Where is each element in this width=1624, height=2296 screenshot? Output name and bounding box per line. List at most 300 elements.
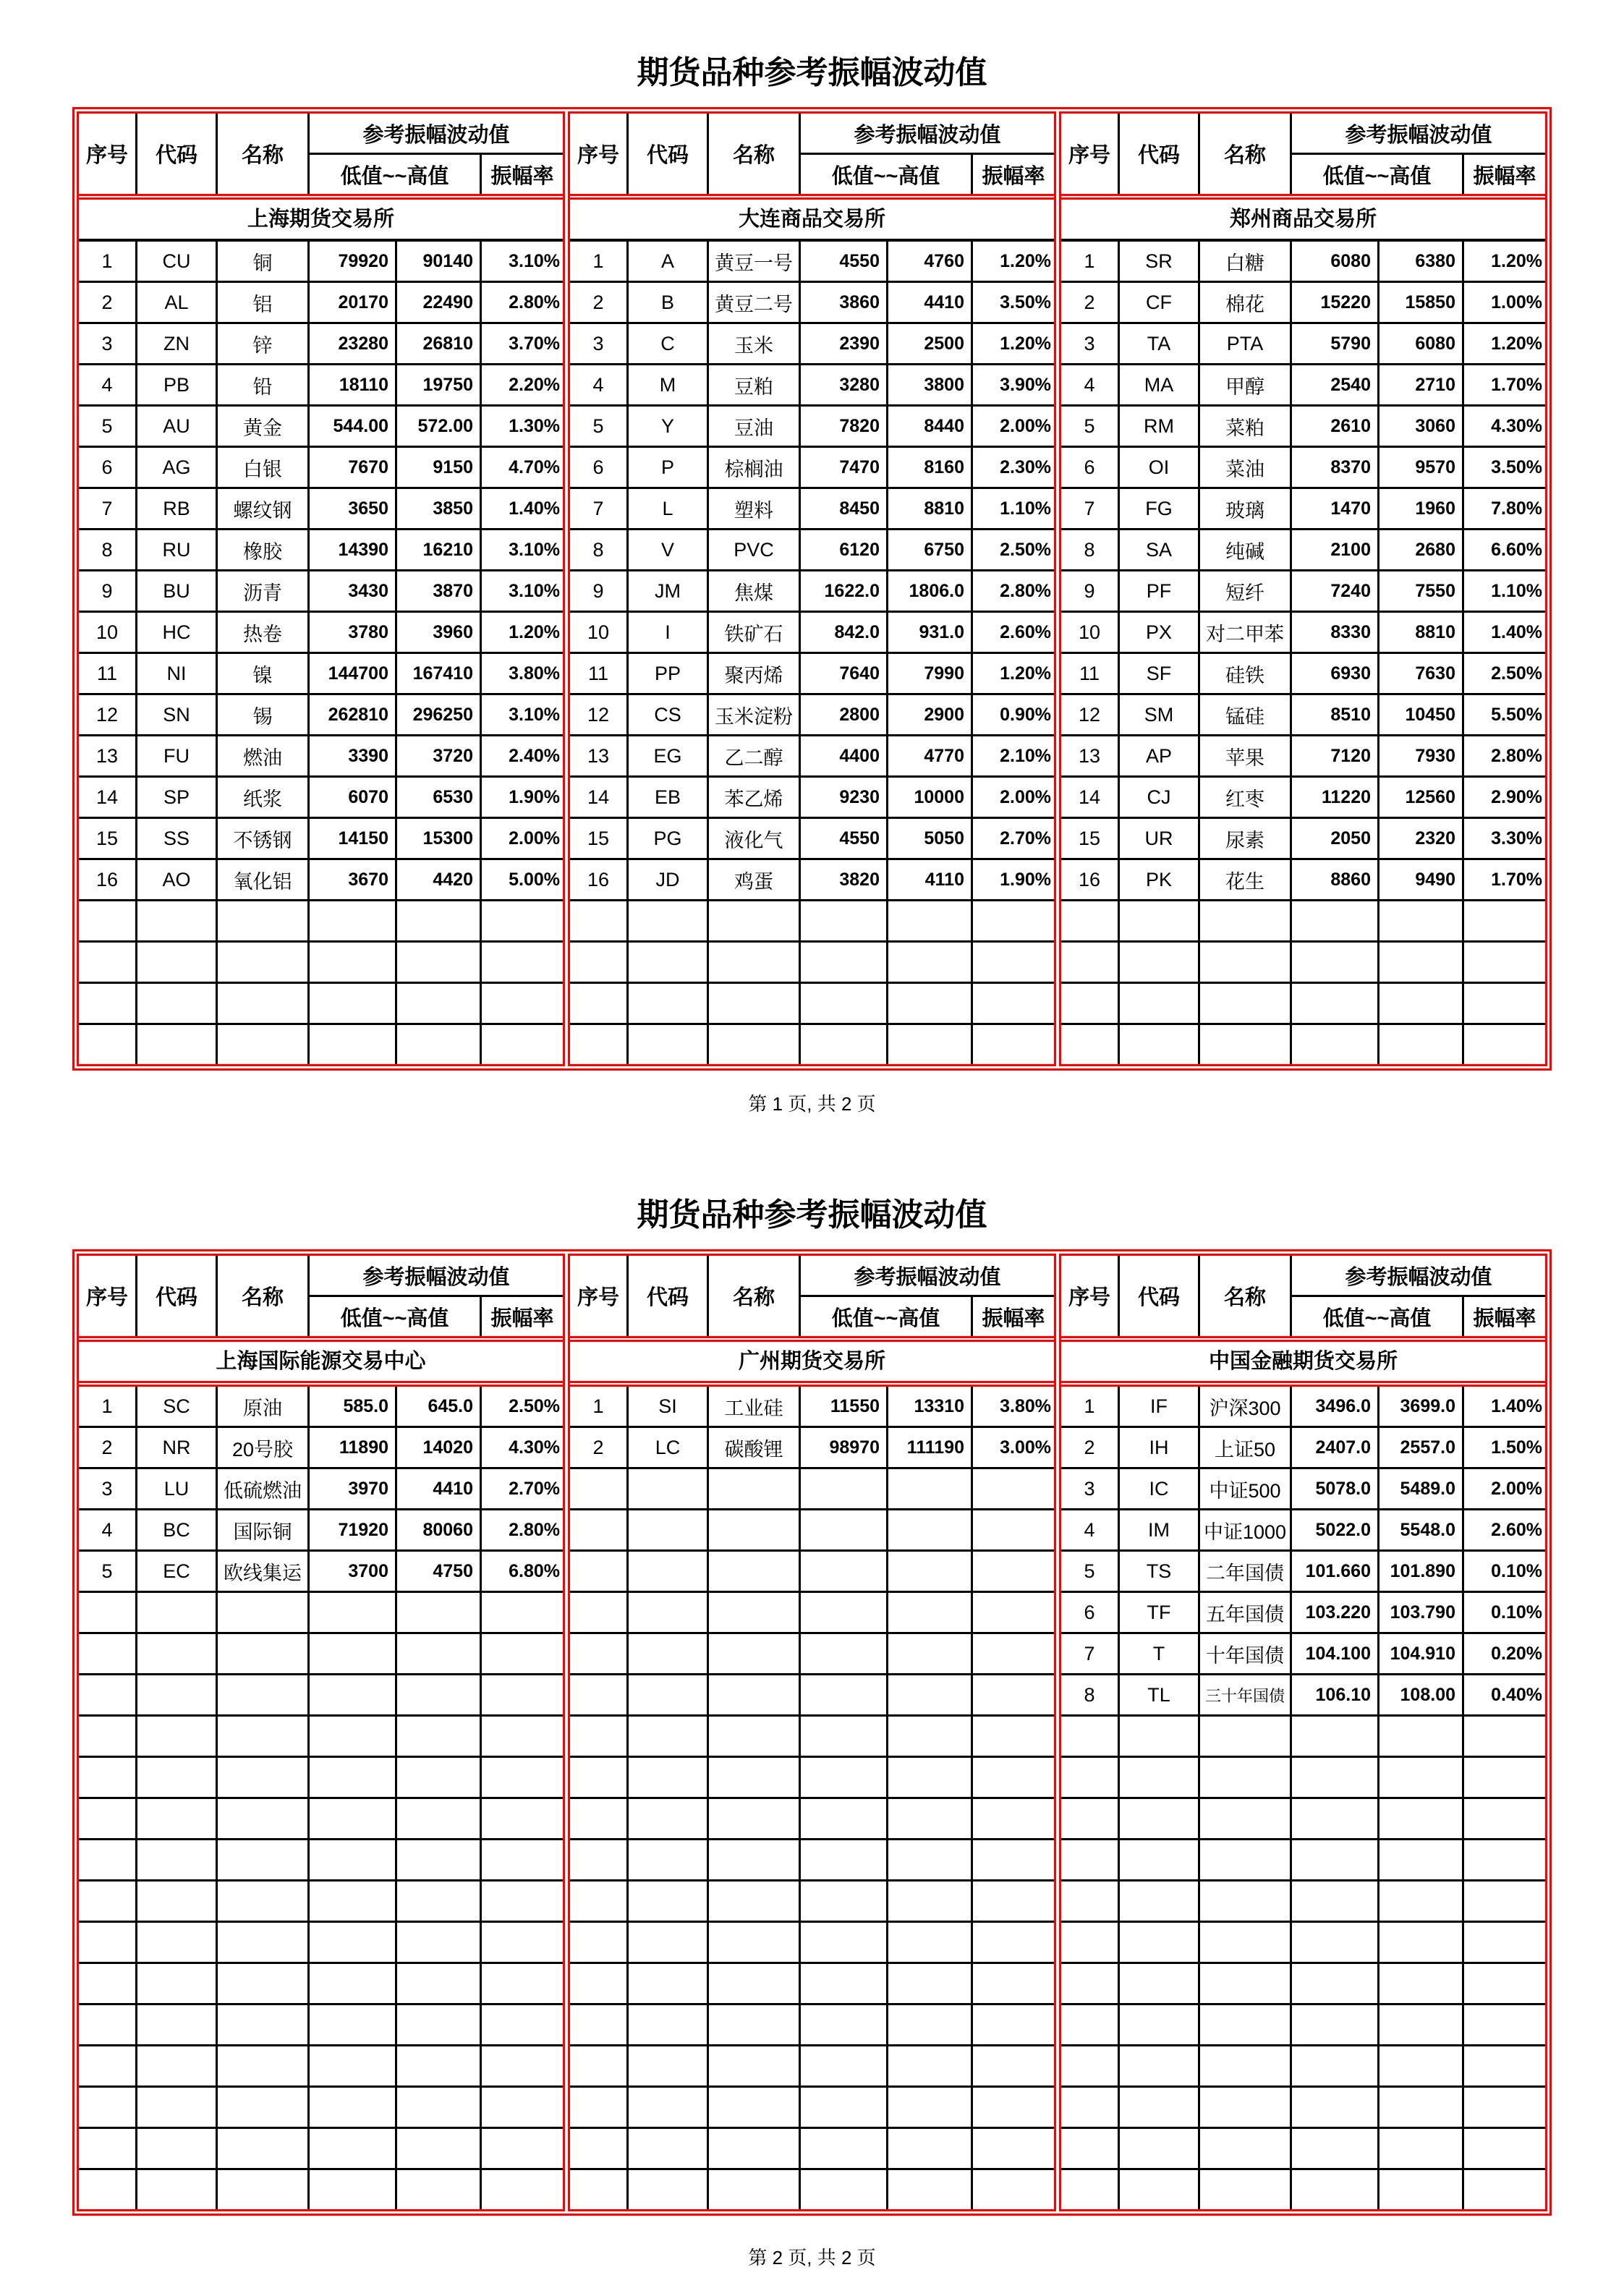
cell-low-value [801,1634,886,1673]
cell-name: 铜 [218,242,307,281]
cell-name [218,1675,307,1714]
cell-code: UR [1120,819,1198,858]
cell-seq [1061,1923,1118,1962]
cell-code: IF [1120,1387,1198,1426]
cell-amplitude-rate [973,1634,1054,1673]
cell-amplitude-rate [1464,2046,1545,2085]
cell-low-value [310,2170,395,2209]
cell-amplitude-rate [482,1882,563,1921]
cell-name [218,2005,307,2044]
cell-high-value: 2900 [888,695,971,734]
cell-high-value: 26810 [397,324,480,363]
col-header-seq: 序号 [79,1256,135,1336]
cell-seq: 11 [570,654,626,693]
cell-seq: 3 [570,324,626,363]
cell-low-value: 4400 [801,736,886,775]
cell-amplitude-rate: 2.50% [1464,654,1545,693]
cell-amplitude-rate [482,1758,563,1797]
cell-amplitude-rate [973,1469,1054,1508]
col-header-rate: 振幅率 [482,155,563,194]
cell-low-value: 262810 [310,695,395,734]
cell-amplitude-rate: 1.20% [973,324,1054,363]
cell-code: SM [1120,695,1198,734]
cell-name [218,2046,307,2085]
cell-amplitude-rate [973,1552,1054,1591]
cell-seq [1061,1799,1118,1838]
cell-low-value [310,2046,395,2085]
cell-low-value [310,2088,395,2127]
cell-seq: 14 [570,778,626,817]
cell-seq: 9 [1061,571,1118,611]
cell-seq [79,1840,135,1879]
cell-seq [570,1799,626,1838]
cell-code [629,1552,707,1591]
cell-seq: 5 [1061,1552,1118,1591]
cell-amplitude-rate: 3.70% [482,324,563,363]
cell-code [629,1882,707,1921]
cell-name: 20号胶 [218,1428,307,1467]
exchange-name-row: 上海期货交易所 [79,197,563,242]
exchange-table [1059,111,1547,1066]
cell-high-value: 5050 [888,819,971,858]
col-header-code: 代码 [629,114,707,194]
cell-high-value: 10450 [1379,695,1462,734]
cell-seq [570,901,626,940]
cell-name [709,1882,799,1921]
cell-amplitude-rate [1464,2129,1545,2168]
cell-seq [570,2170,626,2209]
cell-high-value [1379,2170,1462,2209]
cell-name: 氧化铝 [218,860,307,899]
cell-high-value [888,1552,971,1591]
cell-amplitude-rate [482,1840,563,1879]
cell-high-value [888,2129,971,2168]
cell-seq: 1 [1061,1387,1118,1426]
cell-high-value: 8440 [888,407,971,446]
cell-seq [79,2170,135,2209]
cell-code [629,1923,707,1962]
cell-seq: 8 [1061,530,1118,569]
col-header-rate: 振幅率 [1464,1297,1545,1336]
cell-code [629,2005,707,2044]
cell-name: 甲醇 [1200,365,1290,404]
cell-name: 短纤 [1200,571,1290,611]
cell-low-value [1292,2170,1377,2209]
cell-seq [79,1882,135,1921]
cell-high-value: 9150 [397,448,480,487]
cell-code: Y [629,407,707,446]
cell-low-value: 8370 [1292,448,1377,487]
cell-seq: 16 [79,860,135,899]
cell-low-value [801,1882,886,1921]
cell-amplitude-rate [1464,1964,1545,2003]
cell-name: 白糖 [1200,242,1290,281]
cell-name: 铅 [218,365,307,404]
cell-code: PP [629,654,707,693]
cell-name [709,943,799,982]
table-body [79,242,563,1064]
cell-code: PB [137,365,216,404]
cell-amplitude-rate: 1.90% [973,860,1054,899]
cell-code: L [629,489,707,528]
cell-name: 苯乙烯 [709,778,799,817]
cell-seq: 3 [1061,1469,1118,1508]
cell-code: FU [137,736,216,775]
cell-name [709,1840,799,1879]
cell-code: AG [137,448,216,487]
cell-seq [1061,984,1118,1023]
cell-name [1200,2005,1290,2044]
cell-seq [1061,2129,1118,2168]
cell-amplitude-rate: 2.00% [1464,1469,1545,1508]
cell-code: IH [1120,1428,1198,1467]
cell-amplitude-rate: 4.70% [482,448,563,487]
cell-high-value [888,1923,971,1962]
cell-low-value [310,2129,395,2168]
cell-amplitude-rate [1464,1923,1545,1962]
cell-code: PF [1120,571,1198,611]
cell-seq [570,1717,626,1756]
cell-seq: 9 [79,571,135,611]
cell-code: OI [1120,448,1198,487]
exchange-name-row: 郑州商品交易所 [1061,197,1545,242]
cell-code: T [1120,1634,1198,1673]
cell-low-value: 3430 [310,571,395,611]
cell-low-value [801,1510,886,1549]
cell-high-value: 15850 [1379,283,1462,322]
cell-amplitude-rate [482,1634,563,1673]
cell-code [1120,984,1198,1023]
cell-amplitude-rate [973,2088,1054,2127]
cell-amplitude-rate [1464,2088,1545,2127]
cell-seq: 13 [570,736,626,775]
cell-name: 中证500 [1200,1469,1290,1508]
cell-low-value [310,1840,395,1879]
cell-name: 黄豆二号 [709,283,799,322]
cell-seq [79,943,135,982]
cell-name: 燃油 [218,736,307,775]
cell-seq: 5 [79,407,135,446]
cell-low-value: 2407.0 [1292,1428,1377,1467]
cell-high-value: 2500 [888,324,971,363]
cell-amplitude-rate: 2.60% [973,613,1054,652]
cell-amplitude-rate: 1.40% [1464,613,1545,652]
cell-amplitude-rate [1464,1025,1545,1064]
cell-low-value [1292,1840,1377,1879]
cell-high-value: 3060 [1379,407,1462,446]
cell-code: HC [137,613,216,652]
cell-name [1200,1964,1290,2003]
cell-seq: 2 [1061,1428,1118,1467]
cell-low-value: 6080 [1292,242,1377,281]
cell-low-value: 104.100 [1292,1634,1377,1673]
cell-low-value: 14150 [310,819,395,858]
cell-amplitude-rate: 3.80% [973,1387,1054,1426]
cell-low-value: 7640 [801,654,886,693]
cell-name [1200,1717,1290,1756]
cell-code [1120,1758,1198,1797]
cell-amplitude-rate: 0.10% [1464,1552,1545,1591]
cell-low-value: 14390 [310,530,395,569]
cell-name [218,943,307,982]
cell-code: A [629,242,707,281]
cell-low-value: 7470 [801,448,886,487]
cell-amplitude-rate: 2.40% [482,736,563,775]
cell-code [629,984,707,1023]
cell-amplitude-rate: 3.10% [482,242,563,281]
cell-name: 黄豆一号 [709,242,799,281]
cell-high-value [888,1882,971,1921]
cell-low-value [310,1923,395,1962]
cell-high-value [397,1964,480,2003]
cell-name: 锰硅 [1200,695,1290,734]
cell-seq: 4 [1061,365,1118,404]
cell-amplitude-rate: 1.20% [1464,242,1545,281]
cell-amplitude-rate [973,1882,1054,1921]
cell-amplitude-rate: 0.40% [1464,1675,1545,1714]
cell-low-value: 98970 [801,1428,886,1467]
cell-low-value [310,1717,395,1756]
cell-seq: 7 [79,489,135,528]
cell-low-value: 5022.0 [1292,1510,1377,1549]
cell-code: I [629,613,707,652]
cell-name: 原油 [218,1387,307,1426]
cell-low-value [801,2005,886,2044]
cell-code: SF [1120,654,1198,693]
cell-seq: 6 [79,448,135,487]
cell-low-value [310,2005,395,2044]
cell-seq: 1 [79,242,135,281]
cell-name [218,984,307,1023]
cell-high-value [888,1510,971,1549]
cell-amplitude-rate: 3.50% [1464,448,1545,487]
cell-low-value: 3496.0 [1292,1387,1377,1426]
cell-code: RM [1120,407,1198,446]
cell-low-value [310,1758,395,1797]
cell-high-value [1379,1923,1462,1962]
cell-code [629,1025,707,1064]
table-body [1061,1385,1545,2209]
cell-amplitude-rate: 2.50% [482,1387,563,1426]
cell-seq: 15 [1061,819,1118,858]
table-body [79,1385,563,2209]
col-header-rate: 振幅率 [1464,155,1545,194]
cell-low-value [801,1758,886,1797]
cell-seq: 1 [79,1387,135,1426]
cell-high-value: 12560 [1379,778,1462,817]
cell-code [137,1025,216,1064]
cell-seq: 1 [570,1387,626,1426]
col-header-range: 低值~~高值 [801,155,971,194]
cell-seq [79,1964,135,2003]
cell-seq: 6 [570,448,626,487]
cell-low-value: 18110 [310,365,395,404]
cell-low-value: 544.00 [310,407,395,446]
col-header-group: 参考振幅波动值 [801,1256,1054,1295]
cell-low-value [801,1923,886,1962]
cell-code [1120,1025,1198,1064]
cell-amplitude-rate: 2.80% [482,283,563,322]
cell-high-value: 10000 [888,778,971,817]
cell-low-value [801,1025,886,1064]
cell-amplitude-rate [973,2005,1054,2044]
cell-name: 硅铁 [1200,654,1290,693]
cell-amplitude-rate [973,1964,1054,2003]
cell-low-value [801,1552,886,1591]
table-header-block [570,114,1054,196]
cell-code [137,2170,216,2209]
cell-low-value: 11550 [801,1387,886,1426]
cell-low-value [801,2129,886,2168]
cell-low-value [801,2170,886,2209]
col-header-seq: 序号 [79,114,135,194]
cell-low-value [1292,901,1377,940]
cell-code: CS [629,695,707,734]
cell-amplitude-rate [973,901,1054,940]
cell-low-value: 3970 [310,1469,395,1508]
cell-seq: 13 [1061,736,1118,775]
col-header-code: 代码 [1120,1256,1198,1336]
cell-name: 乙二醇 [709,736,799,775]
cell-low-value: 2100 [1292,530,1377,569]
cell-code: SA [1120,530,1198,569]
cell-high-value [397,2046,480,2085]
cell-seq: 12 [1061,695,1118,734]
cell-name: 工业硅 [709,1387,799,1426]
cell-low-value [801,1840,886,1879]
cell-seq: 16 [1061,860,1118,899]
cell-seq: 2 [79,283,135,322]
cell-amplitude-rate: 3.90% [973,365,1054,404]
cell-name [218,901,307,940]
cell-high-value [1379,2046,1462,2085]
cell-amplitude-rate: 2.50% [973,530,1054,569]
cell-seq [79,984,135,1023]
cell-seq: 1 [570,242,626,281]
cell-name [709,1634,799,1673]
cell-amplitude-rate: 2.00% [973,778,1054,817]
cell-low-value: 6070 [310,778,395,817]
cell-seq [570,1593,626,1632]
cell-name [1200,1758,1290,1797]
cell-high-value [397,943,480,982]
cell-seq: 4 [79,365,135,404]
cell-amplitude-rate: 2.80% [1464,736,1545,775]
cell-name: 棕榈油 [709,448,799,487]
cell-amplitude-rate [1464,1717,1545,1756]
table-body [1061,242,1545,1064]
col-header-code: 代码 [137,1256,216,1336]
cell-seq [79,1634,135,1673]
cell-name: 碳酸锂 [709,1428,799,1467]
cell-seq [79,2129,135,2168]
col-header-seq: 序号 [1061,1256,1118,1336]
cell-amplitude-rate: 0.10% [1464,1593,1545,1632]
cell-seq: 7 [570,489,626,528]
cell-high-value: 7930 [1379,736,1462,775]
cell-high-value [1379,2005,1462,2044]
cell-high-value [888,2170,971,2209]
table-header-block [79,114,563,196]
cell-code: EB [629,778,707,817]
page-footer: 第 1 页, 共 2 页 [748,1093,876,1115]
cell-high-value: 3870 [397,571,480,611]
cell-low-value: 5790 [1292,324,1377,363]
cell-code: RB [137,489,216,528]
cell-high-value [1379,901,1462,940]
cell-code: CF [1120,283,1198,322]
cell-seq [1061,901,1118,940]
cell-code [137,1882,216,1921]
cell-low-value [1292,1758,1377,1797]
cell-low-value [1292,984,1377,1023]
cell-amplitude-rate [1464,1799,1545,1838]
page-title: 期货品种参考振幅波动值 [637,55,987,90]
cell-amplitude-rate: 2.60% [1464,1510,1545,1549]
cell-seq [570,1882,626,1921]
cell-seq [570,1552,626,1591]
cell-high-value: 6380 [1379,242,1462,281]
cell-high-value: 16210 [397,530,480,569]
cell-code: PK [1120,860,1198,899]
col-header-range: 低值~~高值 [1292,1297,1462,1336]
cell-code [1120,2046,1198,2085]
cell-name [709,901,799,940]
cell-high-value: 103.790 [1379,1593,1462,1632]
cell-amplitude-rate: 2.00% [482,819,563,858]
cell-high-value [1379,1758,1462,1797]
cell-seq: 11 [1061,654,1118,693]
cell-amplitude-rate: 1.70% [1464,365,1545,404]
cell-low-value [1292,2129,1377,2168]
cell-code: JM [629,571,707,611]
cell-amplitude-rate [973,1717,1054,1756]
cell-name: 塑料 [709,489,799,528]
cell-high-value: 3720 [397,736,480,775]
cell-amplitude-rate [482,1593,563,1632]
cell-high-value: 7990 [888,654,971,693]
cell-low-value: 11890 [310,1428,395,1467]
tables-group-page-1 [72,107,1552,1071]
cell-amplitude-rate: 2.20% [482,365,563,404]
cell-name [709,2046,799,2085]
cell-code [1120,901,1198,940]
cell-name: 菜粕 [1200,407,1290,446]
cell-code: B [629,283,707,322]
cell-name [709,2088,799,2127]
cell-name: 低硫燃油 [218,1469,307,1508]
cell-high-value: 8810 [1379,613,1462,652]
cell-seq [570,1469,626,1508]
cell-name [218,1717,307,1756]
cell-high-value [1379,2088,1462,2127]
cell-high-value: 108.00 [1379,1675,1462,1714]
cell-name: 白银 [218,448,307,487]
cell-name [1200,2088,1290,2127]
cell-high-value [1379,984,1462,1023]
cell-amplitude-rate [482,2088,563,2127]
cell-low-value: 1622.0 [801,571,886,611]
cell-amplitude-rate [973,1799,1054,1838]
cell-code: NI [137,654,216,693]
exchange-table [1059,1254,1547,2211]
cell-amplitude-rate: 1.20% [482,613,563,652]
cell-code [629,943,707,982]
cell-name [1200,1025,1290,1064]
cell-high-value [397,2129,480,2168]
col-header-group: 参考振幅波动值 [1292,1256,1545,1295]
cell-name [1200,1923,1290,1962]
